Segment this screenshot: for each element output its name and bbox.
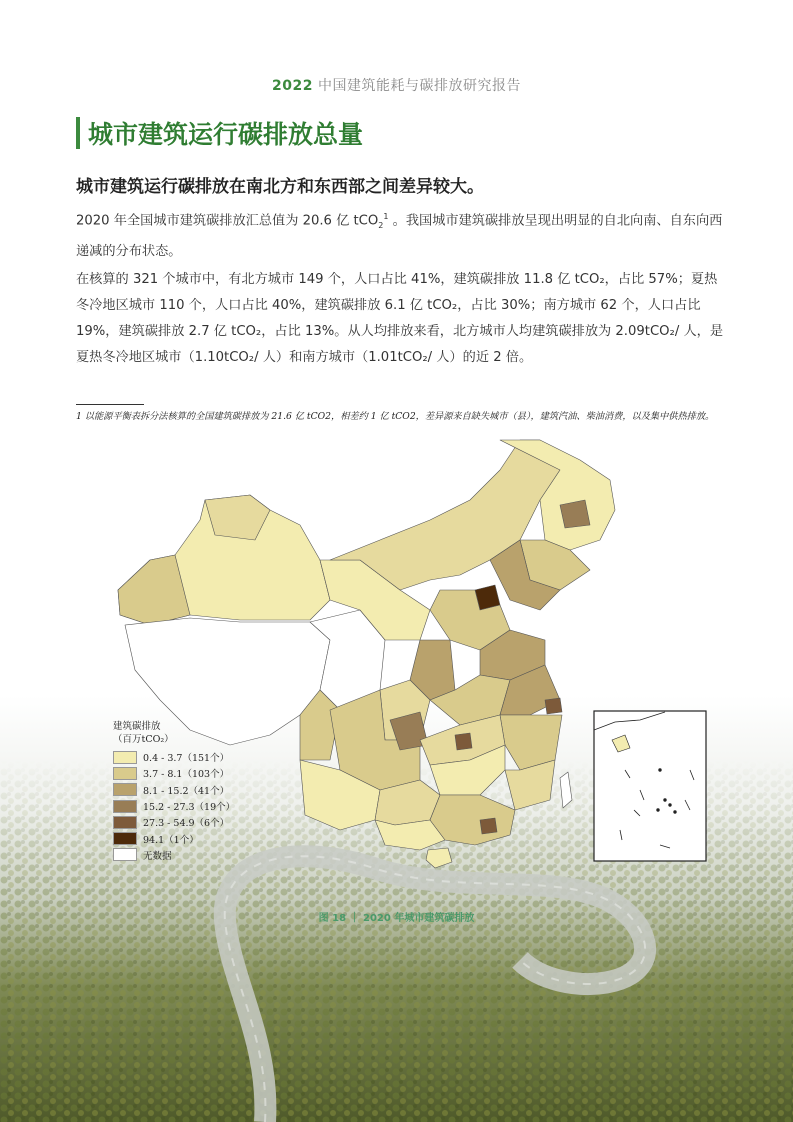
legend-item-label: 27.3 - 54.9（6个） — [143, 818, 230, 830]
region-hainan — [426, 848, 452, 868]
co2-subscript: 2 — [378, 221, 384, 231]
legend-item-label: 3.7 - 8.1（103个） — [143, 769, 230, 781]
legend-swatch — [113, 832, 137, 845]
legend-item — [113, 830, 235, 846]
legend-item — [113, 814, 235, 830]
legend-item — [113, 765, 235, 781]
legend-title-line2: （百万tCO₂） — [113, 734, 174, 745]
legend-title-line1: 建筑碳排放 — [113, 721, 161, 732]
footnote-ref[interactable]: 1 — [383, 212, 389, 221]
region-shanghai — [545, 698, 562, 714]
region-taiwan — [560, 772, 572, 808]
legend-item — [113, 847, 235, 863]
legend-item — [113, 798, 235, 814]
legend-item-label: 8.1 - 15.2（41个） — [143, 785, 230, 797]
legend-swatch — [113, 751, 137, 764]
legend-swatch — [113, 767, 137, 780]
figure-caption: 图 18 ｜ 2020 年城市建筑碳排放 — [318, 913, 475, 924]
legend-item — [113, 782, 235, 798]
legend-item — [113, 749, 235, 765]
legend-item-label: 0.4 - 3.7（151个） — [143, 753, 230, 765]
region-wuhan — [455, 733, 472, 750]
report-title: 中国建筑能耗与碳排放研究报告 — [317, 78, 521, 94]
legend-item-label: 94.1（1个） — [143, 834, 199, 846]
report-year: 2022 — [272, 78, 313, 94]
legend-swatch — [113, 800, 137, 813]
region-shenzhen — [480, 818, 497, 834]
paragraph-2: 在核算的 321 个城市中，有北方城市 149 个，人口占比 41%，建筑碳排放 11.8 亿 tCO₂，占比 57%；夏热冬冷地区城市 110 个，人口占比 40%，建筑碳排放 6.1 亿 tCO₂，占比 30%；南方城市 62 个，人口占比 19%，建筑碳排放 2.7 亿 tCO₂，占比 13%。从人均排放来看，北方城市人均建筑碳排放为 2.09tCO₂/ 人，是夏热冬冷地区城市（1.10tCO₂/ 人）和南方城市（1.01tCO₂/ 人）的近 2 倍。 — [76, 272, 724, 365]
subtitle: 城市建筑运行碳排放在南北方和东西部之间差异较大。 — [76, 177, 484, 197]
map-legend — [113, 720, 235, 863]
region-fujian — [505, 760, 555, 810]
footnote: 1 以能源平衡表拆分法核算的全国建筑碳排放为 21.6 亿 tCO2，相差约 1 亿 tCO2，差异源来自缺失城市（县），建筑汽油、柴油消费，以及集中供热排放。 — [76, 411, 715, 422]
region-harbin — [560, 500, 590, 528]
legend-item-label: 15.2 - 27.3（19个） — [143, 802, 236, 814]
paragraph-1-text-a: 2020 年全国城市建筑碳排放汇总值为 20.6 亿 tCO — [76, 213, 379, 229]
legend-swatch — [113, 783, 137, 796]
south-china-sea-inset — [594, 711, 706, 861]
legend-item-label: 无数据 — [143, 850, 172, 862]
paragraph-1-text-b: 。我国城市建筑碳排放呈现出明显的自北向南、自东向西递减的分布状态。 — [76, 213, 723, 260]
legend-swatch — [113, 848, 137, 861]
legend-swatch — [113, 816, 137, 829]
section-title-text: 城市建筑运行碳排放总量 — [88, 120, 364, 149]
